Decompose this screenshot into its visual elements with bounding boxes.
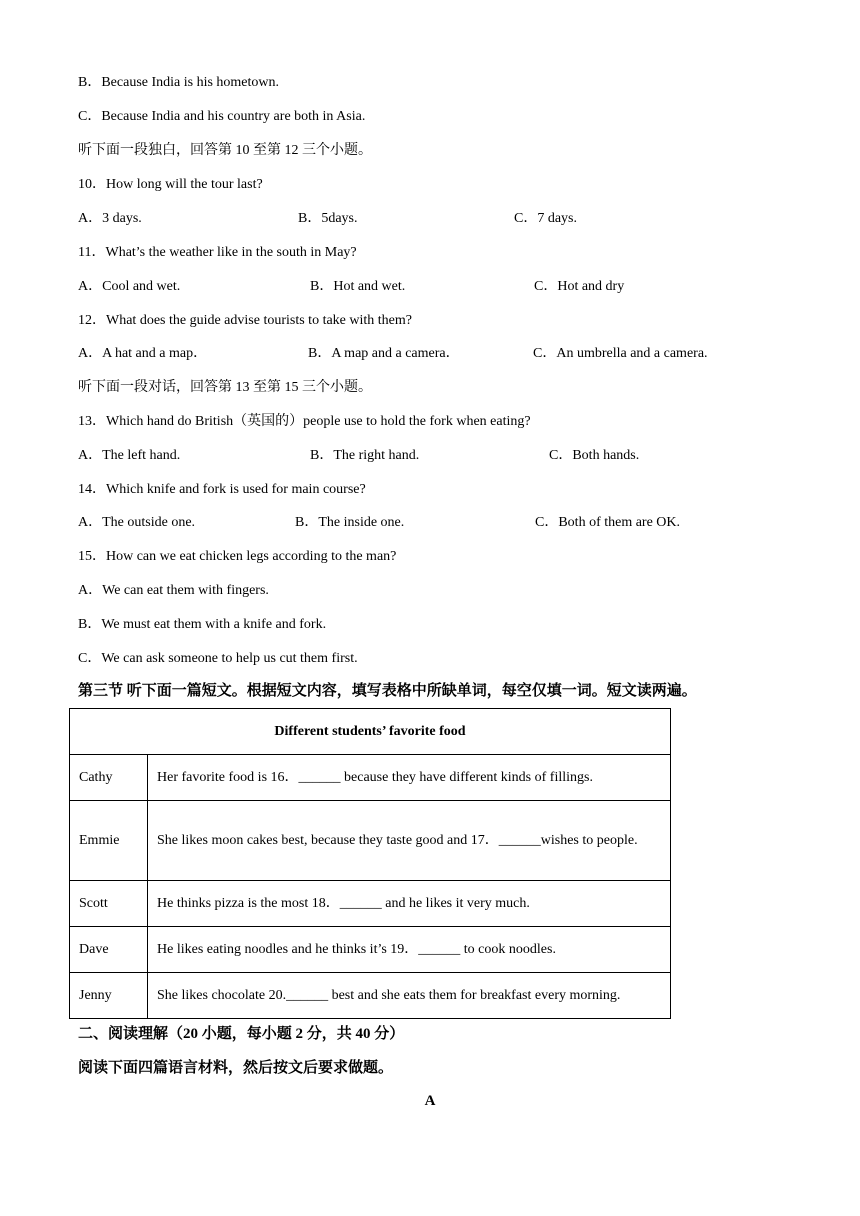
question-10: 10．How long will the tour last? (78, 177, 263, 192)
student-name: Emmie (70, 801, 148, 881)
q10-option-c: C．7 days. (514, 211, 577, 226)
part-2-instruction: 阅读下面四篇语言材料，然后按文后要求做题。 (78, 1060, 394, 1076)
q15-option-a: A．We can eat them with fingers. (78, 583, 269, 598)
question-15: 15．How can we eat chicken legs according to the man? (78, 549, 397, 564)
q11-option-b: B．Hot and wet. (310, 279, 406, 294)
student-food-text: He thinks pizza is the most 18．______ and he likes it very much. (148, 881, 671, 927)
part-2-heading: 二、阅读理解（20 小题，每小题 2 分，共 40 分） (78, 1026, 405, 1042)
student-food-text: He likes eating noodles and he thinks it’s 19．______ to cook noodles. (148, 927, 671, 973)
student-name: Dave (70, 927, 148, 973)
q9-option-c: C．Because India and his country are both in Asia. (78, 109, 366, 124)
table-row (70, 973, 671, 1019)
q10-option-b: B．5days. (298, 211, 358, 226)
table-row (70, 755, 671, 801)
passage-label-a: A (424, 1093, 436, 1109)
student-name: Jenny (70, 973, 148, 1019)
q10-option-a: A．3 days. (78, 211, 142, 226)
q12-option-a: A．A hat and a map． (78, 346, 208, 361)
student-food-text: Her favorite food is 16．______ because they have different kinds of fillings. (148, 755, 671, 801)
table-row (70, 801, 671, 881)
question-13: 13．Which hand do British（英国的）people use to hold the fork when eating? (78, 414, 531, 429)
student-food-text: She likes moon cakes best, because they taste good and 17．______wishes to people. (148, 801, 671, 881)
q15-option-c: C．We can ask someone to help us cut them first. (78, 651, 358, 666)
table-header-row (70, 709, 671, 755)
favorite-food-table (69, 708, 671, 1019)
q13-option-b: B．The right hand. (310, 448, 420, 463)
q12-option-b: B．A map and a camera． (308, 346, 460, 361)
student-name: Cathy (70, 755, 148, 801)
question-14: 14．Which knife and fork is used for main course? (78, 482, 366, 497)
question-11: 11．What’s the weather like in the south in May? (78, 245, 357, 260)
student-name: Scott (70, 881, 148, 927)
instruction-13-15: 听下面一段对话，回答第 13 至第 15 三个小题。 (78, 380, 372, 395)
table-row (70, 927, 671, 973)
table-row (70, 881, 671, 927)
q13-option-c: C．Both hands. (549, 448, 640, 463)
instruction-10-12: 听下面一段独白，回答第 10 至第 12 三个小题。 (78, 143, 372, 158)
question-12: 12．What does the guide advise tourists to take with them? (78, 313, 412, 328)
q15-option-b: B．We must eat them with a knife and fork. (78, 617, 327, 632)
q14-option-c: C．Both of them are OK. (535, 515, 681, 530)
q9-option-b: B．Because India is his hometown. (78, 75, 280, 90)
student-food-text: She likes chocolate 20.______ best and she eats them for breakfast every morning. (148, 973, 671, 1019)
q11-option-a: A．Cool and wet. (78, 279, 181, 294)
q13-option-a: A．The left hand. (78, 448, 181, 463)
section-3-instruction: 第三节 听下面一篇短文。根据短文内容，填写表格中所缺单词，每空仅填一词。短文读两遍。 (78, 683, 697, 699)
q12-option-c: C．An umbrella and a camera. (533, 346, 708, 361)
q14-option-b: B．The inside one. (295, 515, 405, 530)
table-title: Different students’ favorite food (70, 709, 671, 755)
q11-option-c: C．Hot and dry (534, 279, 625, 294)
q14-option-a: A．The outside one. (78, 515, 196, 530)
